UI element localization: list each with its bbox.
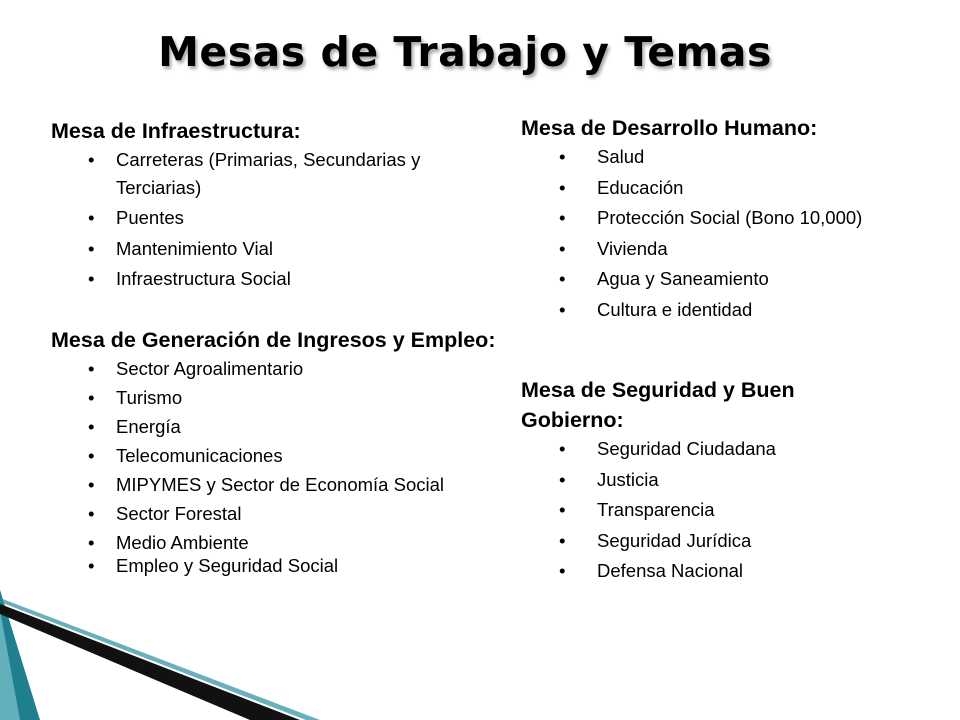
list-item-text: Seguridad Jurídica: [597, 529, 752, 551]
list-item: [88, 500, 496, 528]
list-item: [88, 146, 496, 201]
swoosh-teal-band: [0, 590, 40, 720]
bullet-icon: •: [559, 468, 566, 490]
list-item-text: Telecomunicaciones: [116, 445, 283, 466]
section-heading-desarrollo-humano: Mesa de Desarrollo Humano:: [521, 116, 818, 140]
list-item: [559, 435, 941, 463]
list-item: [88, 235, 496, 263]
bullet-list-infraestructura: [88, 146, 496, 293]
list-item-text: Justicia: [597, 468, 659, 490]
list-item-text: Protección Social (Bono 10,000): [597, 207, 863, 228]
list-item: [559, 143, 941, 171]
list-item-text: Medio Ambiente: [116, 532, 249, 553]
list-item: [559, 296, 941, 324]
list-item: [88, 413, 496, 441]
bullet-list-desarrollo-humano: [559, 143, 941, 323]
list-item-text: Mantenimiento Vial: [116, 237, 273, 259]
bullet-icon: •: [88, 555, 95, 576]
list-item-text: Defensa Nacional: [597, 560, 744, 581]
list-item-text: Carreteras (Primarias, Secundarias y Terciarias): [116, 149, 421, 198]
swoosh-black-band: [0, 604, 300, 720]
bullet-icon: •: [88, 358, 95, 379]
bullet-icon: •: [88, 387, 95, 408]
bullet-icon: •: [88, 445, 95, 466]
bullet-icon: •: [559, 529, 566, 551]
list-item: [559, 265, 941, 293]
list-item: [88, 471, 496, 499]
bullet-icon: •: [88, 532, 95, 553]
list-item-text: Puentes: [116, 207, 184, 228]
list-item: [88, 355, 496, 383]
list-item-text: Empleo y Seguridad Social: [116, 555, 339, 576]
section-heading-seguridad: Mesa de Seguridad y Buen Gobierno:: [521, 378, 795, 432]
list-item-text: Sector Agroalimentario: [116, 358, 304, 379]
list-item: [559, 204, 941, 232]
section-desarrollo-humano: [521, 113, 941, 326]
bullet-icon: •: [88, 207, 95, 228]
section-heading-empleo: Mesa de Generación de Ingresos y Empleo:: [51, 328, 496, 352]
list-item-text: Vivienda: [597, 237, 668, 259]
bullet-icon: •: [559, 207, 566, 228]
swoosh-teal-edge: [0, 598, 320, 720]
list-item: [88, 442, 496, 470]
list-item: [559, 174, 941, 202]
section-seguridad: [521, 375, 941, 588]
bullet-icon: •: [559, 268, 566, 289]
list-item: [88, 265, 496, 293]
list-item-text: Seguridad Ciudadana: [597, 438, 776, 459]
list-item-text: Cultura e identidad: [597, 298, 753, 320]
bullet-list-empleo: [88, 355, 496, 580]
bullet-icon: •: [88, 416, 95, 437]
bullet-icon: •: [559, 438, 566, 459]
list-item-text: Salud: [597, 146, 645, 167]
list-item-text: Sector Forestal: [116, 503, 242, 524]
list-item: [559, 466, 941, 494]
list-item-text: Energía: [116, 416, 181, 437]
bullet-icon: •: [88, 503, 95, 524]
bullet-icon: •: [559, 560, 566, 581]
section-empleo: [51, 325, 496, 581]
decorative-swoosh: [0, 590, 320, 720]
list-item-text: Agua y Saneamiento: [597, 268, 769, 289]
bullet-icon: •: [88, 268, 95, 289]
list-item-text: Turismo: [116, 387, 183, 408]
list-item-text: Educación: [597, 176, 684, 198]
section-heading-infraestructura: Mesa de Infraestructura:: [51, 119, 301, 143]
list-item: [88, 204, 496, 232]
bullet-icon: •: [88, 149, 95, 170]
list-item: [88, 384, 496, 412]
bullet-icon: •: [88, 474, 95, 495]
list-item-text: Infraestructura Social: [116, 268, 291, 289]
list-item: [88, 552, 496, 580]
list-item: [559, 235, 941, 263]
bullet-list-seguridad: [559, 435, 941, 585]
bullet-icon: •: [559, 298, 566, 320]
bullet-icon: •: [559, 237, 566, 259]
bullet-icon: •: [88, 237, 95, 259]
swoosh-light-band: [0, 596, 20, 720]
bullet-icon: •: [559, 499, 566, 520]
list-item-text: Transparencia: [597, 499, 715, 520]
bullet-icon: •: [559, 146, 566, 167]
slide-title: Mesas de Trabajo y Temas: [158, 28, 772, 76]
list-item: [559, 557, 941, 585]
bullet-icon: •: [559, 176, 566, 198]
list-item: [559, 527, 941, 555]
list-item: [559, 496, 941, 524]
section-infraestructura: [51, 116, 496, 296]
list-item-text: MIPYMES y Sector de Economía Social: [116, 474, 444, 495]
